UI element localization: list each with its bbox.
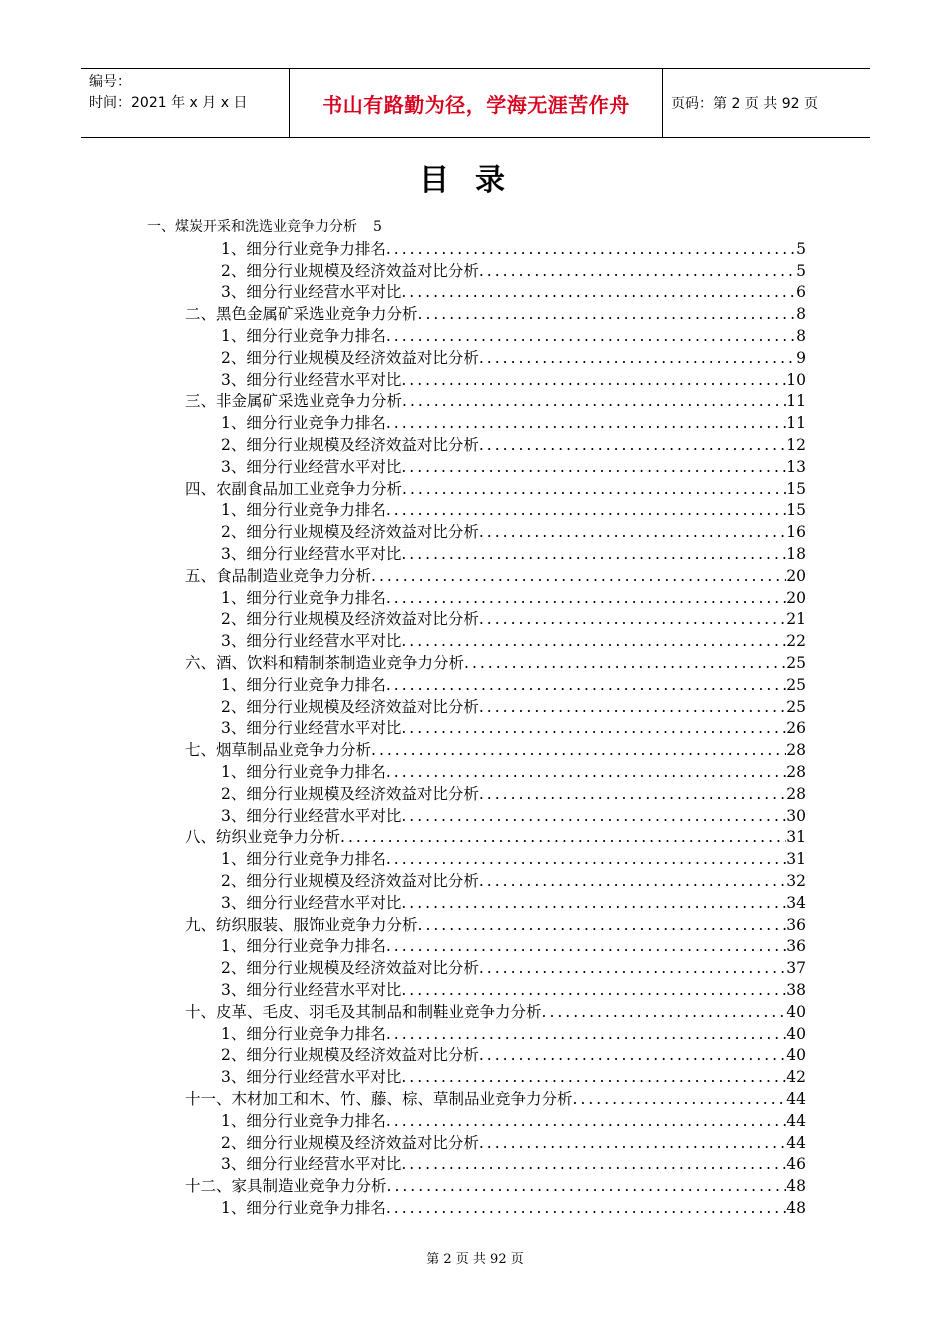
toc-leader-dots (418, 914, 787, 936)
toc-entry[interactable] (221, 521, 806, 543)
toc-entry-label: 1、细分行业竞争力排名 (221, 675, 386, 694)
toc-entry-label: 3、细分行业经营水平对比 (221, 1068, 402, 1087)
toc-leader-dots (401, 717, 786, 739)
toc-leader-dots (386, 761, 786, 783)
toc-leader-dots (401, 281, 796, 303)
toc-entry[interactable] (221, 499, 806, 521)
toc-entry-page: 25 (786, 654, 806, 672)
toc-entry-page: 48 (786, 1199, 806, 1217)
toc-entry-page: 5 (796, 239, 806, 258)
number-label: 编号： (89, 74, 131, 90)
toc-entry-page: 16 (786, 523, 806, 542)
toc-entry[interactable] (185, 826, 806, 848)
toc-leader-dots (386, 587, 786, 609)
toc-entry-page: 8 (796, 305, 806, 324)
toc-leader-dots (386, 848, 786, 870)
toc-leader-dots (479, 260, 796, 282)
toc-entry-page: 31 (786, 850, 806, 869)
toc-entry-page: 44 (786, 1133, 806, 1152)
toc-entry-page: 42 (786, 1068, 806, 1087)
toc-leader-dots (479, 347, 796, 369)
toc-entry[interactable] (221, 892, 806, 914)
toc-entry-label: 1、细分行业竞争力排名 (221, 937, 386, 956)
toc-leader-dots (386, 412, 786, 434)
toc-entry-label: 1、细分行业竞争力排名 (221, 239, 386, 258)
toc-leader-dots (479, 1044, 786, 1066)
toc-entry[interactable] (185, 914, 806, 936)
toc-entry[interactable] (185, 1088, 806, 1110)
toc-entry-label: 2、细分行业规模及经济效益对比分析 (221, 348, 479, 367)
toc-entry-page: 21 (786, 610, 806, 629)
toc-leader-dots (479, 783, 786, 805)
toc-entry-label: 四、农副食品加工业竞争力分析 (185, 479, 403, 498)
toc-leader-dots (402, 478, 786, 500)
toc-entry-page: 40 (786, 1002, 806, 1021)
toc-leader-dots (401, 543, 786, 565)
toc-entry-page: 20 (786, 566, 806, 585)
document-header (81, 68, 870, 138)
toc-entry-page: 48 (786, 1177, 806, 1196)
toc-entry-page: 11 (786, 414, 806, 433)
toc-leader-dots (573, 1088, 787, 1110)
toc-leader-dots (479, 957, 786, 979)
toc-entry[interactable] (221, 935, 806, 957)
toc-entry-label: 1、细分行业竞争力排名 (221, 1024, 386, 1043)
toc-entry[interactable] (221, 717, 806, 739)
toc-entry[interactable] (221, 696, 806, 718)
toc-leader-dots (386, 674, 786, 696)
toc-entry-page: 38 (786, 981, 806, 999)
toc-entry-page: 28 (786, 763, 806, 781)
toc-entry[interactable] (221, 1023, 806, 1045)
toc-entry-page: 32 (786, 872, 806, 890)
toc-leader-dots (542, 1001, 787, 1023)
toc-entry[interactable] (185, 739, 806, 761)
toc-entry-label: 2、细分行业规模及经济效益对比分析 (221, 697, 479, 716)
toc-entry[interactable] (221, 347, 806, 369)
toc-entry-page: 20 (786, 588, 806, 607)
toc-entry-label: 3、细分行业经营水平对比 (221, 719, 402, 738)
toc-entry-page: 36 (786, 915, 806, 934)
toc-entry[interactable] (221, 412, 806, 434)
toc-entry-label: 3、细分行业经营水平对比 (221, 545, 402, 563)
toc-entry-page: 11 (786, 392, 806, 411)
toc-entry-label: 2、细分行业规模及经济效益对比分析 (221, 1133, 479, 1152)
toc-entry[interactable] (221, 1132, 806, 1154)
toc-leader-dots (479, 434, 786, 456)
toc-entry-label: 二、黑色金属矿采选业竞争力分析 (185, 305, 418, 324)
toc-entry-page: 30 (786, 806, 806, 825)
toc-leader-dots (401, 369, 786, 391)
toc-leader-dots (386, 499, 786, 521)
toc-entry-label: 1、细分行业竞争力排名 (221, 1111, 386, 1130)
toc-leader-dots (387, 1175, 787, 1197)
toc-entry-label: 1、细分行业竞争力排名 (221, 501, 386, 520)
toc-entry-page: 9 (796, 348, 806, 367)
toc-entry[interactable] (221, 1153, 806, 1175)
toc-entry[interactable] (221, 369, 806, 391)
toc-entry[interactable] (221, 630, 806, 652)
toc-leader-dots (386, 935, 786, 957)
toc-entry-label: 2、细分行业规模及经济效益对比分析 (221, 784, 479, 803)
toc-entry-label: 2、细分行业规模及经济效益对比分析 (221, 872, 479, 890)
toc-leader-dots (401, 630, 786, 652)
toc-entry-label: 九、纺织服装、服饰业竞争力分析 (185, 915, 418, 934)
toc-entry-label: 2、细分行业规模及经济效益对比分析 (221, 261, 479, 280)
toc-entry-page: 31 (786, 828, 806, 847)
toc-leader-dots (479, 696, 786, 718)
toc-entry[interactable] (185, 565, 806, 587)
toc-entry[interactable] (185, 478, 806, 500)
toc-entry-label: 3、细分行业经营水平对比 (221, 457, 402, 476)
toc-entry-label: 十一、木材加工和木、竹、藤、棕、草制品业竞争力分析 (185, 1090, 573, 1108)
toc-entry-label: 五、食品制造业竞争力分析 (185, 566, 372, 585)
toc-entry-page: 28 (786, 784, 806, 803)
toc-entry[interactable] (221, 674, 806, 696)
toc-entry-label: 3、细分行业经营水平对比 (221, 893, 402, 912)
toc-entry-label: 2、细分行业规模及经济效益对比分析 (221, 1046, 479, 1065)
toc-entry[interactable] (221, 870, 806, 892)
toc-leader-dots (371, 565, 786, 587)
toc-entry[interactable] (221, 238, 806, 260)
toc-leader-dots (479, 870, 786, 892)
toc-entry-page: 26 (786, 719, 806, 738)
toc-entry-page: 25 (786, 697, 806, 716)
toc-entry-page: 18 (786, 545, 806, 563)
toc-entry-label: 3、细分行业经营水平对比 (221, 806, 402, 825)
toc-entry-label: 七、烟草制品业竞争力分析 (185, 741, 372, 760)
toc-entry-label: 六、酒、饮料和精制茶制造业竞争力分析 (185, 654, 465, 672)
toc-leader-dots (386, 325, 796, 347)
header-motto-cell (290, 69, 663, 137)
toc-entry-page: 10 (786, 370, 806, 389)
toc-leader-dots (401, 805, 786, 827)
toc-entry-label: 一、煤炭开采和洗选业竞争力分析 (147, 219, 357, 235)
toc-entry[interactable] (185, 303, 806, 325)
toc-entry-label: 3、细分行业经营水平对比 (221, 632, 402, 651)
header-page-cell (663, 69, 870, 137)
toc-entry-label: 2、细分行业规模及经济效益对比分析 (221, 959, 479, 978)
toc-entry[interactable] (221, 281, 806, 303)
toc-entry-page: 34 (786, 893, 806, 912)
toc-leader-dots (340, 826, 786, 848)
page-title: 目录 (419, 163, 531, 198)
toc-entry-label: 八、纺织业竞争力分析 (185, 828, 341, 847)
toc-entry-label: 2、细分行业规模及经济效益对比分析 (221, 436, 479, 454)
toc-leader-dots (402, 390, 786, 412)
toc-entry-page: 8 (796, 327, 806, 345)
toc-entry[interactable] (221, 587, 806, 609)
toc-entry[interactable] (221, 543, 806, 565)
toc-entry-label: 1、细分行业竞争力排名 (221, 850, 386, 869)
toc-entry-page: 40 (786, 1046, 806, 1065)
header-meta-cell (81, 69, 290, 137)
toc-entry[interactable] (185, 1175, 806, 1197)
toc-leader-dots (371, 739, 786, 761)
toc-entry[interactable] (221, 957, 806, 979)
toc-entry-page: 5 (373, 219, 382, 235)
toc-entry[interactable] (221, 1066, 806, 1088)
toc-entry[interactable] (221, 260, 806, 282)
toc-leader-dots (386, 1110, 786, 1132)
toc-leader-dots (464, 652, 786, 674)
toc-entry-page: 6 (796, 283, 806, 302)
toc-entry-label: 1、细分行业竞争力排名 (221, 414, 386, 433)
toc-entry[interactable] (221, 434, 806, 456)
toc-entry[interactable] (221, 1044, 806, 1066)
toc-entry[interactable] (221, 848, 806, 870)
toc-entry-page: 28 (786, 741, 806, 760)
toc-entry[interactable] (221, 979, 806, 1001)
toc-entry-page: 15 (786, 501, 806, 520)
toc-entry-page: 22 (786, 632, 806, 651)
toc-entry-page: 40 (786, 1024, 806, 1043)
date-label: 时间：2021 年 x 月 x 日 (89, 95, 248, 111)
toc-entry-label: 3、细分行业经营水平对比 (221, 283, 402, 302)
toc-entry-page: 37 (786, 959, 806, 978)
toc-entry-label: 3、细分行业经营水平对比 (221, 981, 402, 999)
toc-entry-page: 5 (796, 261, 806, 280)
toc-entry-page: 25 (786, 675, 806, 694)
toc-entry-label: 1、细分行业竞争力排名 (221, 588, 386, 607)
toc-entry-label: 1、细分行业竞争力排名 (221, 327, 386, 345)
toc-leader-dots (418, 303, 797, 325)
toc-entry[interactable] (221, 805, 806, 827)
toc-entry[interactable] (221, 456, 806, 478)
toc-leader-dots (386, 1197, 786, 1219)
toc-leader-dots (386, 238, 796, 260)
toc-entry[interactable] (185, 652, 806, 674)
toc-entry[interactable] (221, 325, 806, 347)
toc-entry[interactable] (221, 1110, 806, 1132)
toc-entry-page: 15 (786, 479, 806, 498)
page-footer: 第 2 页 共 92 页 (426, 1252, 524, 1267)
toc-entry-label: 1、细分行业竞争力排名 (221, 763, 386, 781)
toc-entry-page: 13 (786, 457, 806, 476)
toc-entry[interactable] (221, 608, 806, 630)
toc-entry-page: 44 (786, 1090, 806, 1108)
toc-entry-label: 1、细分行业竞争力排名 (221, 1199, 386, 1217)
toc-leader-dots (479, 608, 786, 630)
motto: 书山有路勤为径，学海无涯苦作舟 (322, 92, 630, 117)
toc-entry-label: 3、细分行业经营水平对比 (221, 370, 402, 389)
toc-entry-label: 十、皮革、毛皮、羽毛及其制品和制鞋业竞争力分析 (185, 1002, 542, 1021)
toc-entry-label: 2、细分行业规模及经济效益对比分析 (221, 610, 479, 629)
page-info: 页码：第 2 页 共 92 页 (671, 96, 818, 112)
toc-entry-label: 3、细分行业经营水平对比 (221, 1155, 402, 1174)
toc-leader-dots (401, 1153, 786, 1175)
toc-leader-dots (401, 1066, 786, 1088)
toc-entry[interactable] (221, 783, 806, 805)
toc-entry-page: 46 (786, 1155, 806, 1174)
toc-entry-page: 12 (786, 436, 806, 454)
toc-entry-page: 36 (786, 937, 806, 956)
toc-leader-dots (401, 892, 786, 914)
toc-entry[interactable] (185, 1001, 806, 1023)
toc-entry[interactable] (221, 761, 806, 783)
toc-leader-dots (401, 979, 786, 1001)
toc-leader-dots (386, 1023, 786, 1045)
toc-leader-dots (401, 456, 786, 478)
toc-entry-page: 44 (786, 1111, 806, 1130)
toc-entry[interactable] (185, 390, 806, 412)
toc-entry-label: 2、细分行业规模及经济效益对比分析 (221, 523, 479, 542)
toc-entry-label: 三、非金属矿采选业竞争力分析 (185, 392, 403, 411)
toc-leader-dots (479, 1132, 786, 1154)
toc-leader-dots (479, 521, 786, 543)
toc-entry[interactable] (221, 1197, 806, 1219)
toc-entry[interactable] (147, 216, 382, 238)
toc-entry-label: 十二、家具制造业竞争力分析 (185, 1177, 387, 1196)
